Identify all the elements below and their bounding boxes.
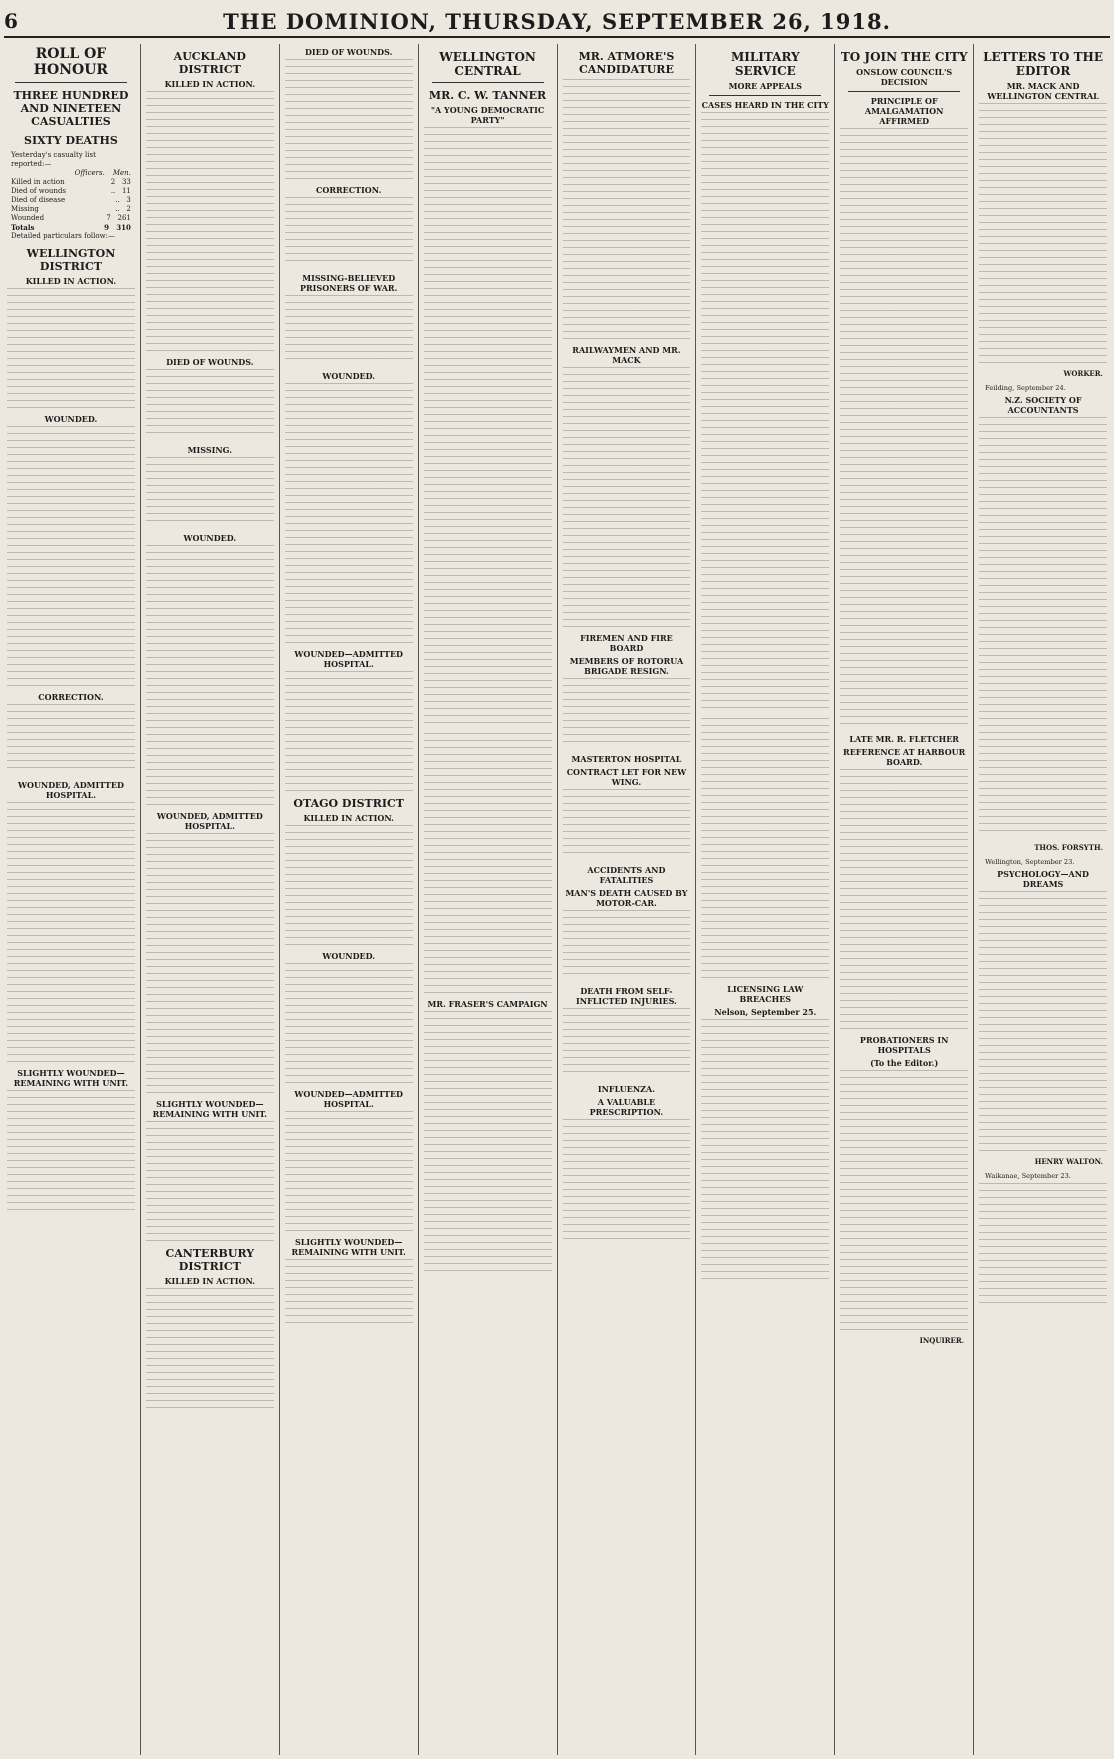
casualty-list-text — [285, 825, 413, 945]
otago-district-heading: OTAGO DISTRICT — [293, 797, 404, 810]
casualty-list-text — [7, 1090, 135, 1210]
summary-row: Wounded 7 261 — [11, 214, 131, 222]
casualty-list-text — [146, 369, 274, 439]
casualty-list-text — [146, 91, 274, 351]
masthead — [4, 6, 1110, 38]
railwaymen-heading: RAILWAYMEN AND MR. MACK — [572, 345, 681, 365]
influenza-heading: INFLUENZA. — [597, 1084, 655, 1094]
prescription-subheading: A VALUABLE PRESCRIPTION. — [589, 1097, 664, 1117]
walton-place: Waikanae, September 23. — [985, 1172, 1071, 1180]
article-body-text — [563, 367, 691, 627]
wounded-label: WOUNDED. — [183, 533, 237, 543]
casualty-list-text — [285, 963, 413, 1083]
article-body-text — [563, 1008, 691, 1078]
more-appeals-subheading: MORE APPEALS — [728, 81, 802, 91]
slightly-wounded-label: SLIGHTLY WOUNDED—REMAINING WITH UNIT. — [13, 1068, 129, 1088]
article-body-text — [701, 112, 829, 712]
column-auckland — [141, 44, 280, 1755]
accidents-heading: ACCIDENTS AND FATALITIES — [587, 865, 666, 885]
licensing-heading: LICENSING LAW BREACHES — [727, 984, 804, 1004]
young-democratic-party-subheading: "A YOUNG DEMOCRATIC PARTY" — [430, 105, 545, 125]
casualty-list-text — [285, 1259, 413, 1329]
casualty-list-text — [285, 295, 413, 365]
column-canterbury-otago — [280, 44, 419, 1755]
forsyth-place: Wellington, September 23. — [985, 858, 1075, 866]
summary-totals: Totals 9 310 — [11, 223, 131, 232]
casualty-list-text — [7, 288, 135, 408]
column-join-the-city — [835, 44, 974, 1755]
onslow-subheading: ONSLOW COUNCIL'S DECISION — [856, 67, 953, 87]
died-of-wounds-label: DIED OF WOUNDS. — [166, 357, 254, 367]
wellington-central-heading: WELLINGTON CENTRAL — [439, 50, 536, 78]
to-the-editor-label: (To the Editor.) — [870, 1058, 939, 1068]
worker-signature: WORKER. — [1063, 369, 1103, 378]
letter-body-text — [979, 103, 1107, 363]
summary-row: Killed in action 2 33 — [11, 178, 131, 186]
wounded-admitted-label: WOUNDED, ADMITTED HOSPITAL. — [156, 811, 263, 831]
deaths-heading: SIXTY DEATHS — [24, 134, 118, 147]
article-body-text — [563, 1119, 691, 1239]
firemen-heading: FIREMEN AND FIRE BOARD — [580, 633, 673, 653]
article-body-text — [701, 1019, 829, 1279]
harbour-board-subheading: REFERENCE AT HARBOUR BOARD. — [843, 747, 966, 767]
summary-row: Died of wounds .. 11 — [11, 187, 131, 195]
casualty-summary — [11, 151, 131, 241]
summary-intro: Yesterday's casualty list reported:— — [11, 151, 96, 168]
inquirer-signature: INQUIRER. — [919, 1336, 965, 1345]
licensing-dateline: Nelson, September 25. — [714, 1007, 817, 1017]
detailed-particulars: Detailed particulars follow:— — [11, 232, 115, 240]
killed-in-action-label: KILLED IN ACTION. — [303, 813, 394, 823]
killed-in-action-label: KILLED IN ACTION. — [164, 1276, 256, 1286]
wounded-admitted-label: WOUNDED, ADMITTED HOSPITAL. — [17, 780, 124, 800]
letters-heading: LETTERS TO THE EDITOR — [983, 50, 1104, 78]
letter-body-text — [979, 417, 1107, 837]
column-roll-of-honour — [2, 44, 141, 1755]
casualty-list-text — [146, 545, 274, 805]
forsyth-signature: THOS. FORSYTH. — [1034, 843, 1103, 852]
mack-subheading: MR. MACK AND WELLINGTON CENTRAL — [987, 81, 1099, 101]
canterbury-district-heading: CANTERBURY DISTRICT — [165, 1247, 255, 1273]
psychology-heading: PSYCHOLOGY—AND DREAMS — [997, 869, 1089, 889]
article-body-text — [563, 678, 691, 748]
casualty-list-text — [7, 802, 135, 1062]
died-of-wounds-label: DIED OF WOUNDS. — [304, 47, 393, 57]
casualty-list-text — [146, 457, 274, 527]
join-city-heading: TO JOIN THE CITY — [840, 50, 968, 64]
article-body-text — [840, 128, 968, 728]
walton-signature: HENRY WALTON. — [1034, 1157, 1103, 1166]
casualty-list-text — [285, 671, 413, 791]
article-body-text — [424, 733, 552, 993]
amalgamation-subheading: PRINCIPLE OF AMALGAMATION AFFIRMED — [864, 96, 944, 126]
column-atmore — [558, 44, 697, 1755]
casualty-list-text — [285, 197, 413, 267]
article-body-text — [563, 79, 691, 339]
article-body-text — [424, 1011, 552, 1271]
article-body-text — [563, 910, 691, 980]
columns — [2, 44, 1112, 1755]
military-service-heading: MILITARY SERVICE — [730, 50, 800, 78]
casualty-list-text — [285, 59, 413, 179]
fraser-campaign-heading: MR. FRASER'S CAMPAIGN — [427, 999, 548, 1009]
summary-row: Died of disease .. 3 — [11, 196, 131, 204]
column-wellington-central — [419, 44, 558, 1755]
motor-car-subheading: MAN'S DEATH CAUSED BY MOTOR-CAR. — [565, 888, 688, 908]
masthead-title: THE DOMINION, THURSDAY, SEPTEMBER 26, 1918. — [223, 8, 891, 34]
slightly-wounded-label: SLIGHTLY WOUNDED—REMAINING WITH UNIT. — [291, 1237, 406, 1257]
rotorua-subheading: MEMBERS OF ROTORUA BRIGADE RESIGN. — [569, 656, 684, 676]
casualty-list-text — [285, 1111, 413, 1231]
casualty-list-text — [146, 1121, 274, 1241]
wounded-label: WOUNDED. — [322, 951, 376, 961]
wounded-label: WOUNDED. — [44, 414, 98, 424]
article-body-text — [701, 718, 829, 978]
auckland-district-heading: AUCKLAND DISTRICT — [173, 50, 246, 76]
atmore-heading: MR. ATMORE'S CANDIDATURE — [578, 50, 675, 76]
tanner-subheading: MR. C. W. TANNER — [428, 89, 547, 102]
casualty-list-text — [285, 383, 413, 643]
self-inflicted-subheading: DEATH FROM SELF-INFLICTED INJURIES. — [576, 986, 677, 1006]
column-military-service — [696, 44, 835, 1755]
letter-body-text — [979, 891, 1107, 1151]
worker-place: Feilding, September 24. — [985, 384, 1066, 392]
correction-label: CORRECTION. — [38, 692, 104, 702]
summary-header-officers: Officers. — [74, 169, 105, 177]
slightly-wounded-label: SLIGHTLY WOUNDED—REMAINING WITH UNIT. — [152, 1099, 267, 1119]
page-number: 6 — [4, 9, 18, 33]
article-body-text — [840, 769, 968, 1029]
summary-header-men: Men. — [112, 169, 131, 177]
killed-in-action-label: KILLED IN ACTION. — [164, 79, 256, 89]
nz-society-heading: N.Z. SOCIETY OF ACCOUNTANTS — [1004, 395, 1082, 415]
article-body-text — [840, 1070, 968, 1330]
article-body-text — [424, 127, 552, 727]
article-body-text — [563, 789, 691, 859]
wounded-admitted-label: WOUNDED—ADMITTED HOSPITAL. — [294, 1089, 403, 1109]
wounded-admitted-label: WOUNDED—ADMITTED HOSPITAL. — [294, 649, 403, 669]
column-letters — [974, 44, 1112, 1755]
masterton-hospital-heading: MASTERTON HOSPITAL — [571, 754, 682, 764]
probationers-heading: PROBATIONERS IN HOSPITALS — [859, 1035, 949, 1055]
correction-label: CORRECTION. — [316, 185, 382, 195]
missing-label: MISSING. — [187, 445, 232, 455]
wellington-district-heading: WELLINGTON DISTRICT — [26, 247, 116, 273]
masterton-subheading: CONTRACT LET FOR NEW WING. — [566, 767, 687, 787]
casualties-subheading: THREE HUNDRED AND NINETEEN CASUALTIES — [13, 89, 129, 128]
casualty-list-text — [7, 426, 135, 686]
casualty-list-text — [146, 833, 274, 1093]
wounded-label: WOUNDED. — [322, 371, 376, 381]
missing-believed-prisoners-label: MISSING-BELIEVED PRISONERS OF WAR. — [300, 273, 398, 293]
killed-in-action-label: KILLED IN ACTION. — [25, 276, 117, 286]
cases-heard-subheading: CASES HEARD IN THE CITY — [701, 100, 829, 110]
fletcher-heading: LATE MR. R. FLETCHER — [849, 734, 959, 744]
summary-row: Missing .. 2 — [11, 205, 131, 213]
casualty-list-text — [146, 1288, 274, 1408]
letter-body-text — [979, 1183, 1107, 1303]
casualty-list-text — [7, 704, 135, 774]
roll-of-honour-heading: ROLL OF HONOUR — [33, 46, 109, 78]
